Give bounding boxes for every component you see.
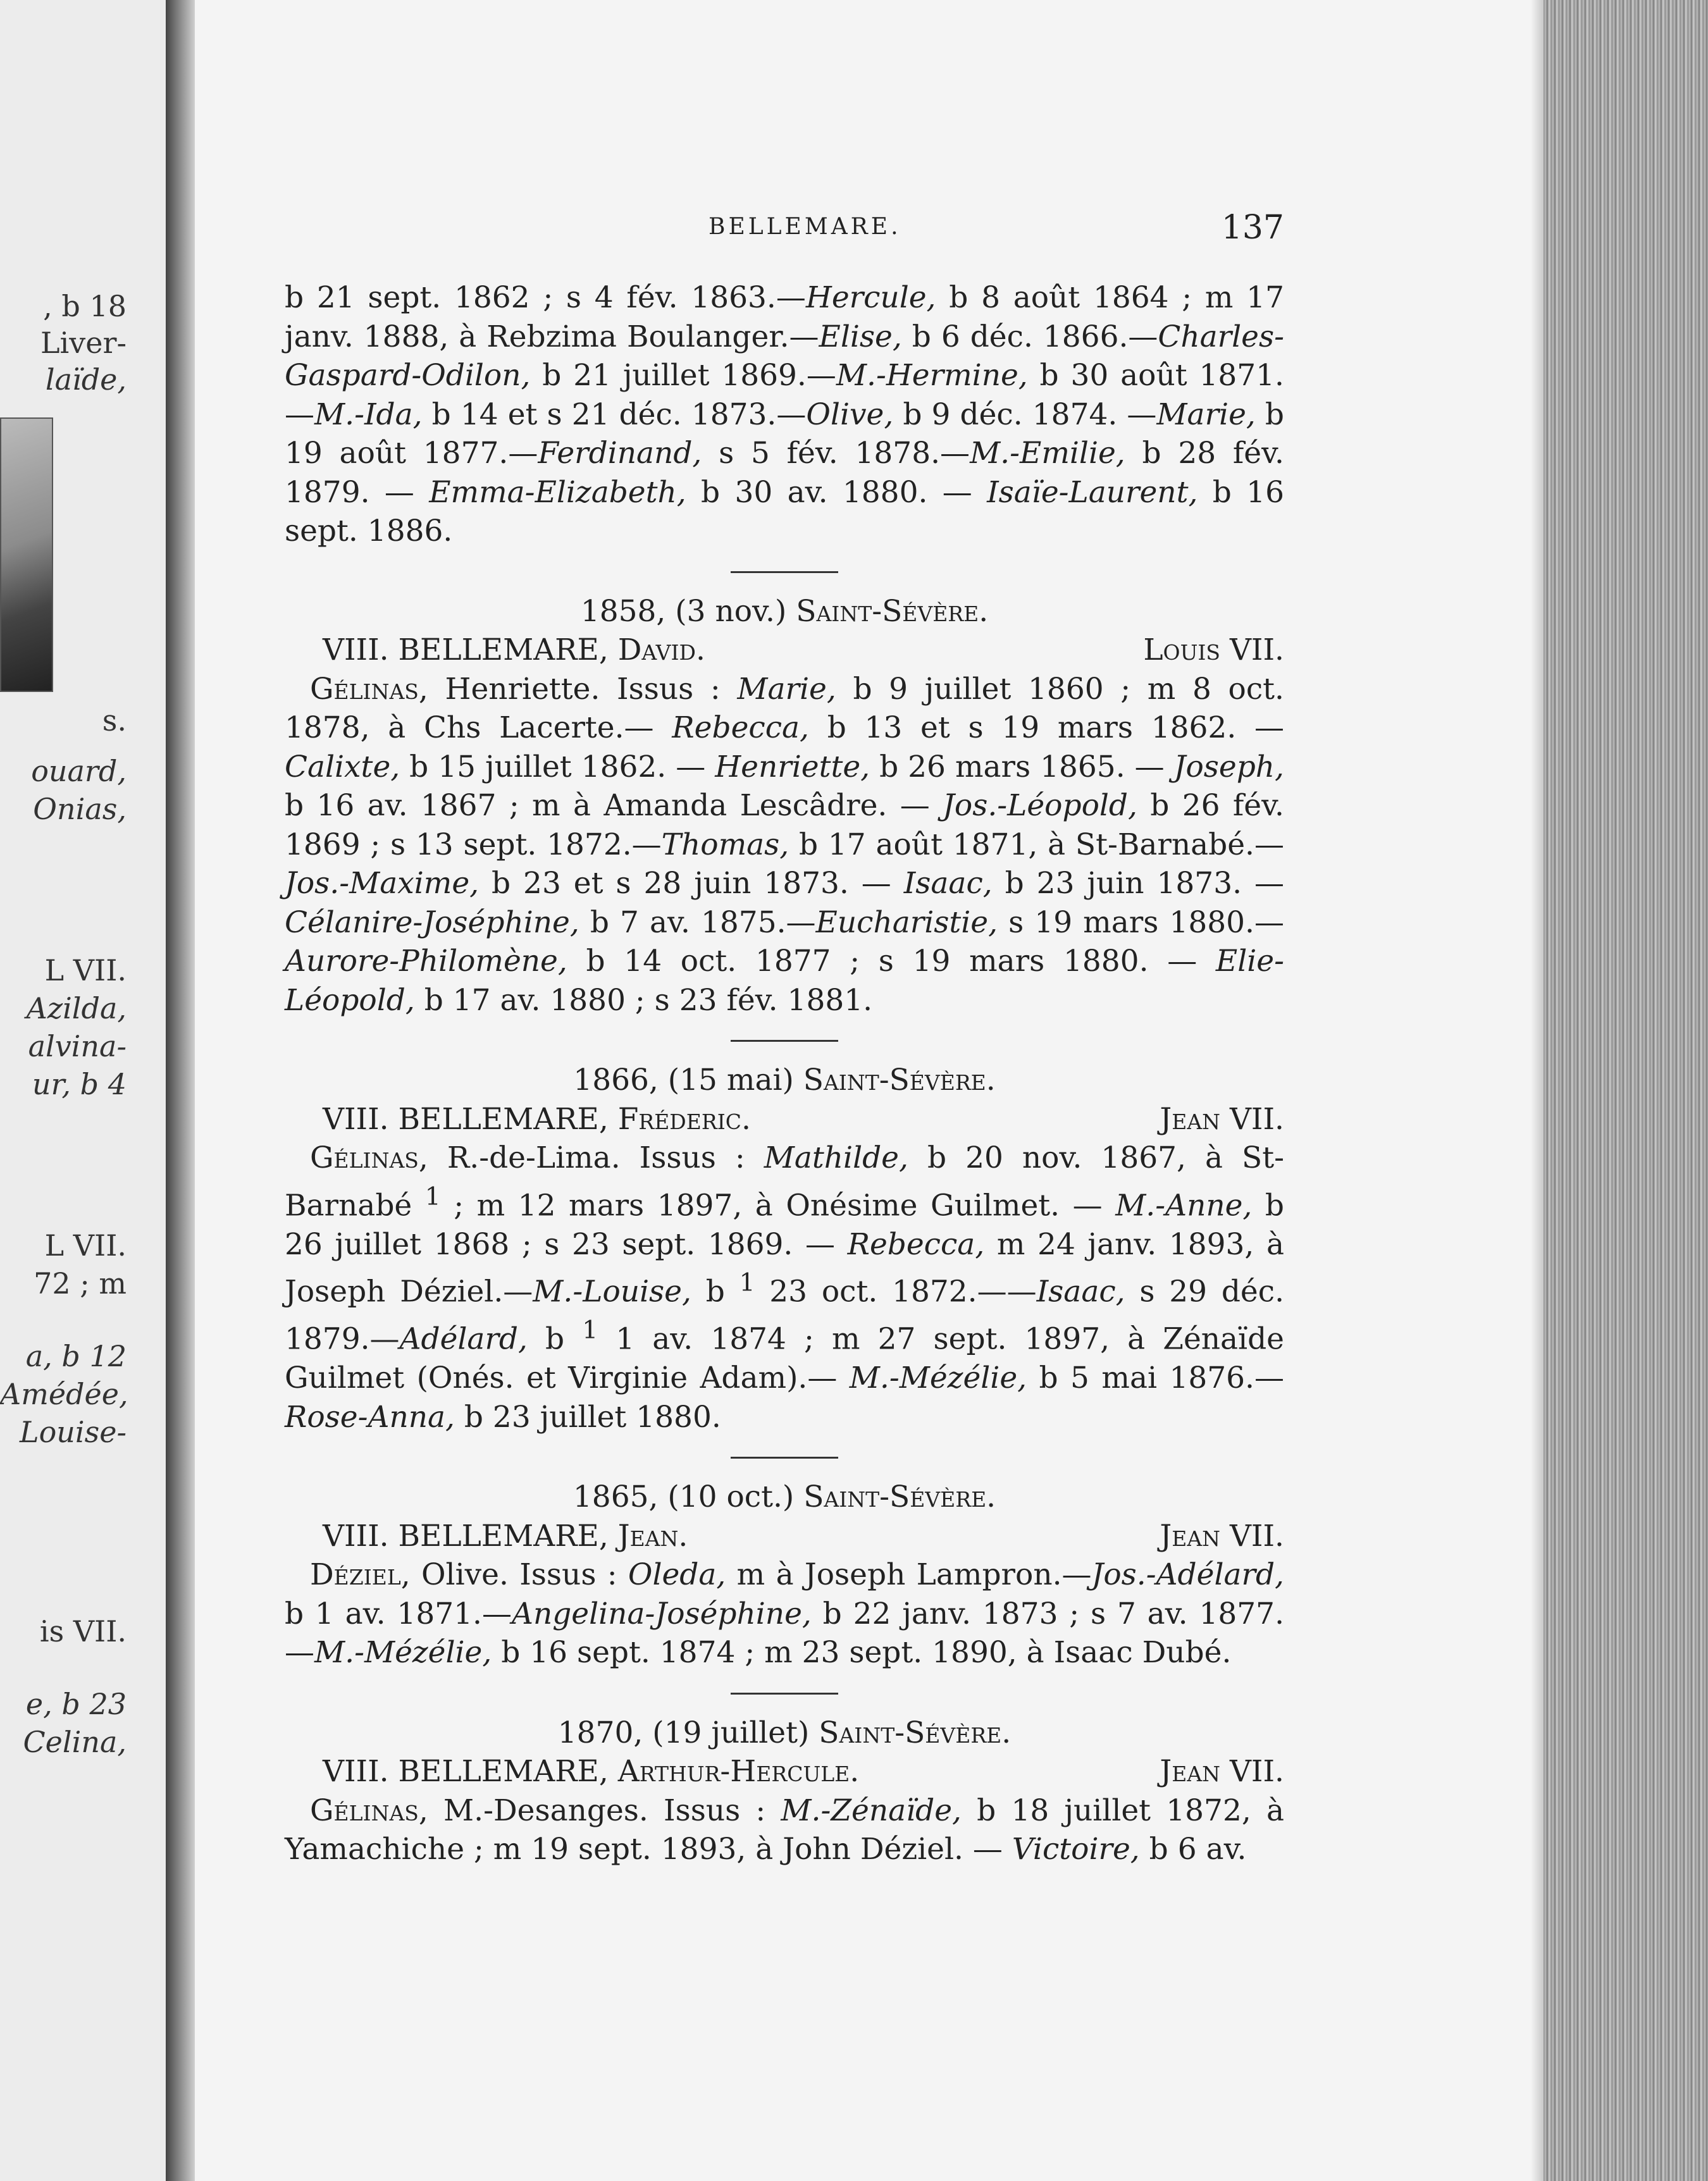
- parent-reference: Jean VII.: [1160, 1518, 1284, 1554]
- child-name: Célanire-Joséphine,: [285, 905, 579, 940]
- entry-text: b 26 fév. 1869 ; s 13 sept. 1872.—: [285, 788, 1284, 862]
- child-name: Aurore-Philomène,: [285, 944, 567, 979]
- marriage-date-place: [285, 1061, 1284, 1100]
- child-name: Marie,: [737, 671, 836, 707]
- entry-text: b 16 sept. 1886.: [285, 474, 1284, 548]
- generation-surname: VIII. BELLEMARE,: [323, 1754, 618, 1789]
- engraved-plate-fragment: [0, 417, 53, 692]
- entry-text: , Olive. Issus :: [400, 1557, 628, 1593]
- given-name: Arthur-Hercule.: [617, 1754, 860, 1789]
- entry-text: b 6 déc. 1866.—: [901, 319, 1158, 354]
- entry-text: b 5 mai 1876.—: [1027, 1361, 1284, 1396]
- section-divider: [731, 1457, 838, 1459]
- child-name: Joseph,: [1173, 749, 1284, 784]
- child-name: Olive,: [806, 397, 894, 432]
- footnote-mark: 1: [739, 1269, 755, 1298]
- child-name: Angelina-Joséphine,: [512, 1596, 812, 1631]
- child-name: Isaïe-Laurent,: [987, 474, 1198, 510]
- facing-page-line: ur, b 4: [32, 1067, 127, 1101]
- child-name: Oleda,: [628, 1557, 726, 1593]
- footnote-mark: 1: [582, 1316, 598, 1345]
- child-name: Charles-Gaspard-Odilon,: [285, 319, 1284, 393]
- generation-surname: VIII. BELLEMARE,: [323, 633, 618, 667]
- entry-text: b 30 av. 1880. —: [686, 474, 987, 510]
- entry-heading: [285, 631, 1284, 670]
- facing-page-line: Azilda,: [26, 991, 127, 1025]
- entry-text: b 1 av. 1871.—: [285, 1596, 512, 1631]
- entry-text: s 5 fév. 1878.—: [702, 436, 970, 471]
- child-name: Jos.-Adélard,: [1091, 1557, 1284, 1593]
- facing-page-line: ouard,: [31, 754, 127, 788]
- marriage-entries: [285, 571, 1284, 1869]
- entry-text: m 24 janv. 1893, à Joseph Déziel.—: [285, 1226, 1284, 1309]
- entry-text: b 26 mars 1865. —: [870, 749, 1174, 784]
- entry-text: b 14 et s 21 déc. 1873.—: [422, 397, 807, 432]
- marriage-place: Saint-Sévère.: [796, 593, 989, 629]
- child-name: Victoire,: [1012, 1832, 1140, 1867]
- entry-children: [285, 1555, 1284, 1672]
- running-head: [285, 209, 1284, 253]
- entry-text: ; m 12 mars 1897, à Onésime Guilmet. —: [440, 1188, 1116, 1223]
- marriage-date: 1870, (19 juillet): [557, 1715, 819, 1750]
- child-name: Ferdinand,: [538, 436, 702, 471]
- child-name: M.-Hermine,: [836, 358, 1028, 393]
- child-name: M.-Mézélie,: [849, 1361, 1027, 1396]
- entry-text: b 23 et s 28 juin 1873. —: [479, 866, 904, 901]
- entry-text: b 30 août 1871. —: [285, 358, 1284, 432]
- entry-name: [285, 1752, 859, 1791]
- generation-surname: VIII. BELLEMARE,: [323, 1518, 618, 1554]
- facing-page-line: Onias,: [33, 792, 127, 826]
- entry-name: [285, 1100, 751, 1139]
- marriage-date-place: [285, 1478, 1284, 1517]
- entry-children: [285, 1139, 1284, 1436]
- marriage-date: 1866, (15 mai): [573, 1063, 803, 1097]
- entry-text: b 7 av. 1875.—: [579, 905, 816, 940]
- child-name: Hercule,: [805, 280, 936, 315]
- marriage-place: Saint-Sévère.: [803, 1063, 996, 1097]
- parent-reference: Louis VII.: [1143, 633, 1284, 667]
- entry-text: b 17 août 1871, à St-Barnabé.—: [789, 827, 1284, 862]
- page-number: 137: [1221, 209, 1284, 247]
- child-name: Isaac,: [903, 866, 993, 901]
- entry-text: b: [691, 1274, 740, 1309]
- child-name: Rebecca,: [847, 1226, 985, 1262]
- parent-reference: Jean VII.: [1160, 1101, 1284, 1137]
- child-name: M.-Ida,: [314, 397, 423, 432]
- marriage-date: 1865, (10 oct.): [572, 1480, 804, 1515]
- entry-text: b 18 juillet 1872, à Yamachiche ; m 19 sept. 1893, à John Déziel. —: [285, 1793, 1284, 1867]
- child-name: Elie-Léopold,: [285, 944, 1284, 1018]
- entry-text: b: [527, 1321, 583, 1357]
- child-name: Eucharistie,: [815, 905, 998, 940]
- entry-text: b 16 sept. 1874 ; m 23 sept. 1890, à Isaac Dubé.: [492, 1635, 1232, 1671]
- parent-reference: Jean VII.: [1160, 1754, 1284, 1789]
- facing-page-line: Amédée,: [0, 1377, 128, 1411]
- given-name: Jean.: [617, 1518, 688, 1554]
- intro-paragraph: [285, 278, 1284, 551]
- entry-children: [285, 670, 1284, 1020]
- book-gutter: [166, 0, 195, 2181]
- child-name: Henriette,: [715, 749, 870, 784]
- footnote-mark: 1: [424, 1182, 441, 1211]
- child-name: Marie,: [1156, 397, 1256, 432]
- spouse-surname: Gélinas: [310, 1140, 419, 1175]
- marriage-date: 1858, (3 nov.): [580, 593, 796, 629]
- spouse-surname: Gélinas: [310, 671, 419, 707]
- entry-heading: [285, 1517, 1284, 1556]
- section-divider: [731, 1040, 838, 1042]
- child-name: Jos.-Léopold,: [943, 788, 1137, 823]
- facing-page-line: Louise-: [20, 1415, 127, 1449]
- entry-text: b 13 et s 19 mars 1862. —: [809, 710, 1284, 745]
- child-name: Rebecca,: [672, 710, 809, 745]
- entry-text: b 15 juillet 1862. —: [400, 749, 715, 784]
- entry-text: b 16 av. 1867 ; m à Amanda Lescâdre. —: [285, 788, 943, 823]
- child-name: Isaac,: [1036, 1274, 1125, 1309]
- child-name: M.-Louise,: [533, 1274, 691, 1309]
- entry-text: , Henriette. Issus :: [418, 671, 738, 707]
- facing-page-fragment: [0, 0, 170, 2181]
- facing-page-line: laïde,: [45, 362, 127, 397]
- entry-text: b 9 déc. 1874. —: [893, 397, 1157, 432]
- entry-text: 23 oct. 1872.——: [755, 1274, 1037, 1309]
- given-name: Fréderic.: [617, 1101, 751, 1137]
- child-name: M.-Emilie,: [970, 436, 1125, 471]
- entry-text: b 22 janv. 1873 ; s 7 av. 1877. —: [285, 1596, 1285, 1671]
- marriage-date-place: [285, 1714, 1284, 1753]
- entry-name: [285, 631, 705, 670]
- child-name: Adélard,: [399, 1321, 528, 1357]
- entry-text: b 20 nov. 1867, à St-Barnabé: [285, 1140, 1284, 1223]
- entry-heading: [285, 1752, 1284, 1791]
- entry-text: s 29 déc. 1879.—: [285, 1274, 1285, 1357]
- entry-text: m à Joseph Lampron.—: [726, 1557, 1092, 1593]
- facing-page-line: Liver-: [40, 326, 127, 360]
- facing-page-line: L VII.: [44, 953, 127, 987]
- entry-text: b 6 av.: [1139, 1832, 1247, 1867]
- entry-text: b 23 juillet 1880.: [454, 1399, 721, 1435]
- entry-text: s 19 mars 1880.—: [998, 905, 1284, 940]
- entry-text: b 23 juin 1873. —: [992, 866, 1284, 901]
- section-divider: [731, 571, 838, 573]
- entry-text: b 21 sept. 1862 ; s 4 fév. 1863.—: [285, 280, 806, 315]
- child-name: Mathilde,: [764, 1140, 908, 1175]
- facing-page-line: s.: [102, 703, 127, 738]
- marriage-place: Saint-Sévère.: [819, 1715, 1012, 1750]
- facing-page-line: L VII.: [44, 1228, 127, 1263]
- section-divider: [731, 1693, 838, 1695]
- entry-text: b 19 août 1877.—: [285, 397, 1284, 471]
- entry-text: b 9 juillet 1860 ; m 8 oct. 1878, à Chs Lacerte.—: [285, 671, 1284, 745]
- entry-text: b 26 juillet 1868 ; s 23 sept. 1869. —: [285, 1188, 1284, 1262]
- facing-page-line: , b 18: [43, 289, 127, 323]
- entry-children: [285, 1791, 1284, 1869]
- marriage-place: Saint-Sévère.: [803, 1480, 996, 1515]
- facing-page-line: a, b 12: [25, 1339, 127, 1373]
- facing-page-line: Celina,: [23, 1725, 127, 1759]
- entry-text: b 14 oct. 1877 ; s 19 mars 1880. —: [567, 944, 1216, 979]
- child-name: Calixte,: [285, 749, 400, 784]
- child-name: Thomas,: [661, 827, 789, 862]
- facing-page-line: e, b 23: [25, 1687, 127, 1721]
- child-name: M.-Mézélie,: [314, 1635, 492, 1671]
- entry-text: b 17 av. 1880 ; s 23 fév. 1881.: [414, 982, 873, 1018]
- generation-surname: VIII. BELLEMARE,: [323, 1101, 618, 1137]
- child-name: M.-Anne,: [1115, 1188, 1253, 1223]
- child-name: Emma-Elizabeth,: [429, 474, 686, 510]
- book-fore-edge: [1544, 0, 1708, 2181]
- entry-name: [285, 1517, 688, 1556]
- child-name: Rose-Anna,: [285, 1399, 455, 1435]
- entry-text: b 21 juillet 1869.—: [530, 358, 836, 393]
- entry-text: 1 av. 1874 ; m 27 sept. 1897, à Zénaïde Guilmet (Onés. et Virginie Adam).—: [285, 1321, 1284, 1396]
- entry-text: b 8 août 1864 ; m 17 janv. 1888, à Rebzima Boulanger.—: [285, 280, 1284, 354]
- marriage-date-place: [285, 592, 1284, 631]
- child-name: M.-Zénaïde,: [781, 1793, 962, 1828]
- running-head-title: BELLEMARE.: [709, 214, 901, 240]
- facing-page-line: alvina-: [28, 1029, 127, 1063]
- given-name: David.: [617, 633, 705, 667]
- facing-page-line: 72 ; m: [34, 1266, 127, 1301]
- entry-text: , R.-de-Lima. Issus :: [418, 1140, 764, 1175]
- entry-text: , M.-Desanges. Issus :: [418, 1793, 781, 1828]
- spouse-surname: Gélinas: [310, 1793, 419, 1828]
- child-name: Jos.-Maxime,: [285, 866, 480, 901]
- entry-heading: [285, 1100, 1284, 1139]
- facing-page-line: is VII.: [39, 1614, 127, 1648]
- spouse-surname: Déziel: [310, 1557, 401, 1593]
- entry-text: b 28 fév. 1879. —: [285, 436, 1284, 510]
- page-body: [285, 278, 1284, 1869]
- child-name: Elise,: [819, 319, 902, 354]
